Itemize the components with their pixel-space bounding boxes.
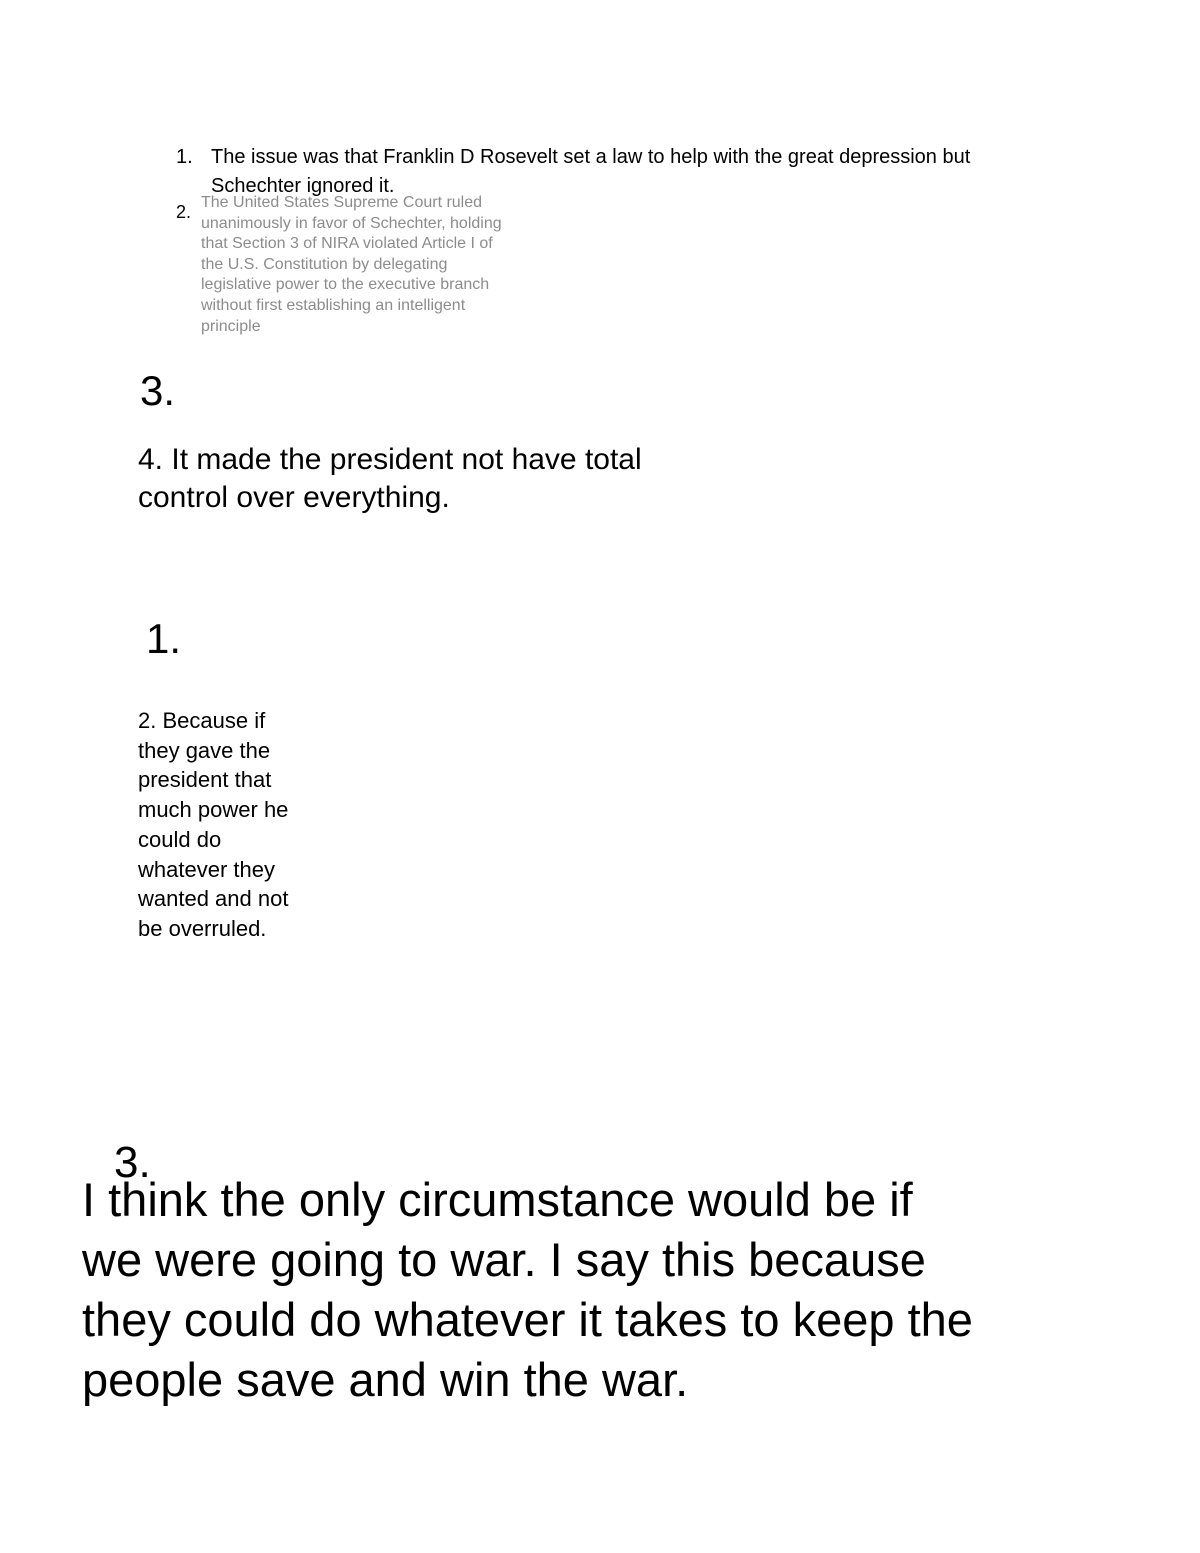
item-2-line: that Section 3 of NIRA violated Article I of <box>201 235 493 253</box>
section-2-item-2-line: 2. Because if <box>138 708 266 733</box>
section-2-item-2-line: wanted and not <box>138 886 289 912</box>
item-2-line: The United States Supreme Court ruled <box>201 194 483 211</box>
section-2-item-2-line: could do <box>138 826 222 852</box>
section-2-item-3-line: they could do whatever it takes to keep the <box>82 1293 973 1346</box>
section-2-item-2-line: whatever they <box>138 856 275 882</box>
item-2-line: legislative power to the executive branch <box>201 276 490 294</box>
item-2-line: unanimously in favor of Schechter, holding <box>201 214 502 232</box>
item-1-line: The issue was that Franklin D Rosevelt set a law to help with the great depression but <box>211 146 971 168</box>
item-1-number: 1. <box>176 146 193 168</box>
section-2-item-2-line: president that <box>138 767 272 793</box>
item-2-line: principle <box>201 317 261 335</box>
item-2-text <box>201 193 502 337</box>
item-1-line: Schechter ignored it. <box>211 175 395 197</box>
item-2-line: the U.S. Constitution by delegating <box>201 255 448 273</box>
section-2-item-2-text <box>138 706 288 944</box>
section-2-item-3-line: people save and win the war. <box>82 1353 689 1406</box>
section-2-item-3-number: 3. <box>114 1138 151 1187</box>
item-2-number: 2. <box>176 202 192 222</box>
section-2-item-2-line: they gave the <box>138 737 271 763</box>
section-2-item-2-line: much power he <box>138 797 289 823</box>
section-2-item-3-line: we were going to war. I say this because <box>82 1233 926 1286</box>
section-2-item-2-line: be overruled. <box>138 915 267 941</box>
item-4-line: 4. It made the president not have total <box>138 443 642 476</box>
section-2-item-1-number: 1. <box>146 615 182 662</box>
section-2-item-3-text <box>82 1170 973 1410</box>
item-4-text <box>138 441 642 517</box>
item-4-line: control over everything. <box>138 481 450 514</box>
section-2-item-3-line: I think the only circumstance would be if <box>82 1173 913 1226</box>
item-2-line: without first establishing an intelligent <box>201 296 466 314</box>
item-3-number: 3. <box>140 367 176 414</box>
